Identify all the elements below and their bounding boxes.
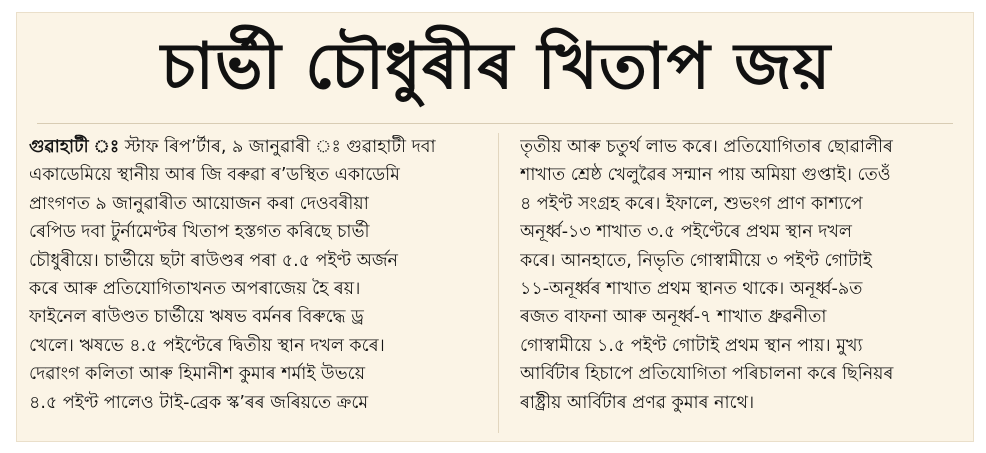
article-line: অনূৰ্ধ্ব-১৩ শাখাত ৩.৫ পইণ্টেৰে প্ৰথম স্থান দখল xyxy=(520,222,852,243)
article-line xyxy=(29,133,479,161)
article-line: শাখাত শ্ৰেষ্ঠ খেলুৱৈৰ সন্মান পায় অমিয়া গুপ্তাই। তেওঁ xyxy=(520,165,891,186)
article-line: ৰেপিড দবা টুৰ্নামেণ্টৰ খিতাপ হস্তগত কৰিছে চাৰ্ভী xyxy=(29,222,370,243)
article-line: ৪.৫ পইণ্ট পালেও টাই-ব্ৰেক স্ক’ৰৰ জৰিয়তে ক্ৰমে xyxy=(29,392,369,413)
article-line: কৰে। আনহাতে, নিভৃতি গোস্বামীয়ে ৩ পইণ্ট গোটাই xyxy=(520,250,872,271)
article-line: আৰ্বিটাৰ হিচাপে প্ৰতিযোগিতা পৰিচালনা কৰে ছিনিয়ৰ xyxy=(520,364,894,385)
article-line: গোস্বামীয়ে ১.৫ পইণ্ট গোটাই প্ৰথম স্থান পায়। মুখ্য xyxy=(520,335,863,356)
article-line: তৃতীয় আৰু চতুৰ্থ লাভ কৰে। প্ৰতিযোগিতাৰ ছোৱালীৰ xyxy=(520,137,893,157)
article-line: দেৱাংগ কলিতা আৰু হিমানীশ কুমাৰ শৰ্মাই উভয়ে xyxy=(29,364,366,385)
article-line: প্ৰাংগণত ৯ জানুৱাৰীত আয়োজন কৰা দেওবৰীয়া xyxy=(29,193,369,214)
article-line: ৰাষ্ট্ৰীয় আৰ্বিটাৰ প্ৰণৱ কুমাৰ নাথে। xyxy=(520,392,755,413)
headline: চাৰ্ভী চৌধুৰীৰ খিতাপ জয় xyxy=(160,30,832,104)
article-line: চৌধুৰীয়ে। চাৰ্ভীয়ে ছটা ৰাউণ্ডৰ পৰা ৫.৫ পইণ্ট অৰ্জন xyxy=(29,250,398,271)
column-divider xyxy=(498,133,499,433)
article-line-text: স্টাফ ৰিপ’ৰ্টাৰ, ৯ জানুৱাৰী ঃ গুৱাহাটী দবা xyxy=(124,137,436,157)
newspaper-clipping xyxy=(16,12,974,442)
dateline: গুৱাহাটী ঃ xyxy=(29,137,120,157)
article-line: ফাইনেল ৰাউণ্ডত চাৰ্ভীয়ে ঋষভ বৰ্মনৰ বিৰুদ্ধে ড্ৰ xyxy=(29,307,364,328)
article-line: ৰজত বাফনা আৰু অনূৰ্ধ্ব-৭ শাখাত ধ্ৰুৱনীতা xyxy=(520,307,827,328)
article-line: একাডেমিয়ে স্থানীয় আৰ জি বৰুৱা ৰ’ডস্থিত একাডেমি xyxy=(29,165,400,186)
article-column-left xyxy=(29,133,479,417)
article-line: ১১-অনূৰ্ধ্বৰ শাখাত প্ৰথম স্থানত থাকে। অনূৰ্ধ্ব-৯ত xyxy=(520,279,863,300)
article-column-right xyxy=(520,133,970,417)
headline-rule xyxy=(37,123,953,124)
article-line: কৰে আৰু প্ৰতিযোগিতাখনত অপৰাজেয় হৈ ৰয়। xyxy=(29,279,361,300)
article-line: ৪ পইণ্ট সংগ্ৰহ কৰে। ইফালে, শুভংগ প্ৰাণ কাশ্যপে xyxy=(520,193,863,214)
article-line: খেলে। ঋষভে ৪.৫ পইণ্টেৰে দ্বিতীয় স্থান দখল কৰে। xyxy=(29,335,385,356)
